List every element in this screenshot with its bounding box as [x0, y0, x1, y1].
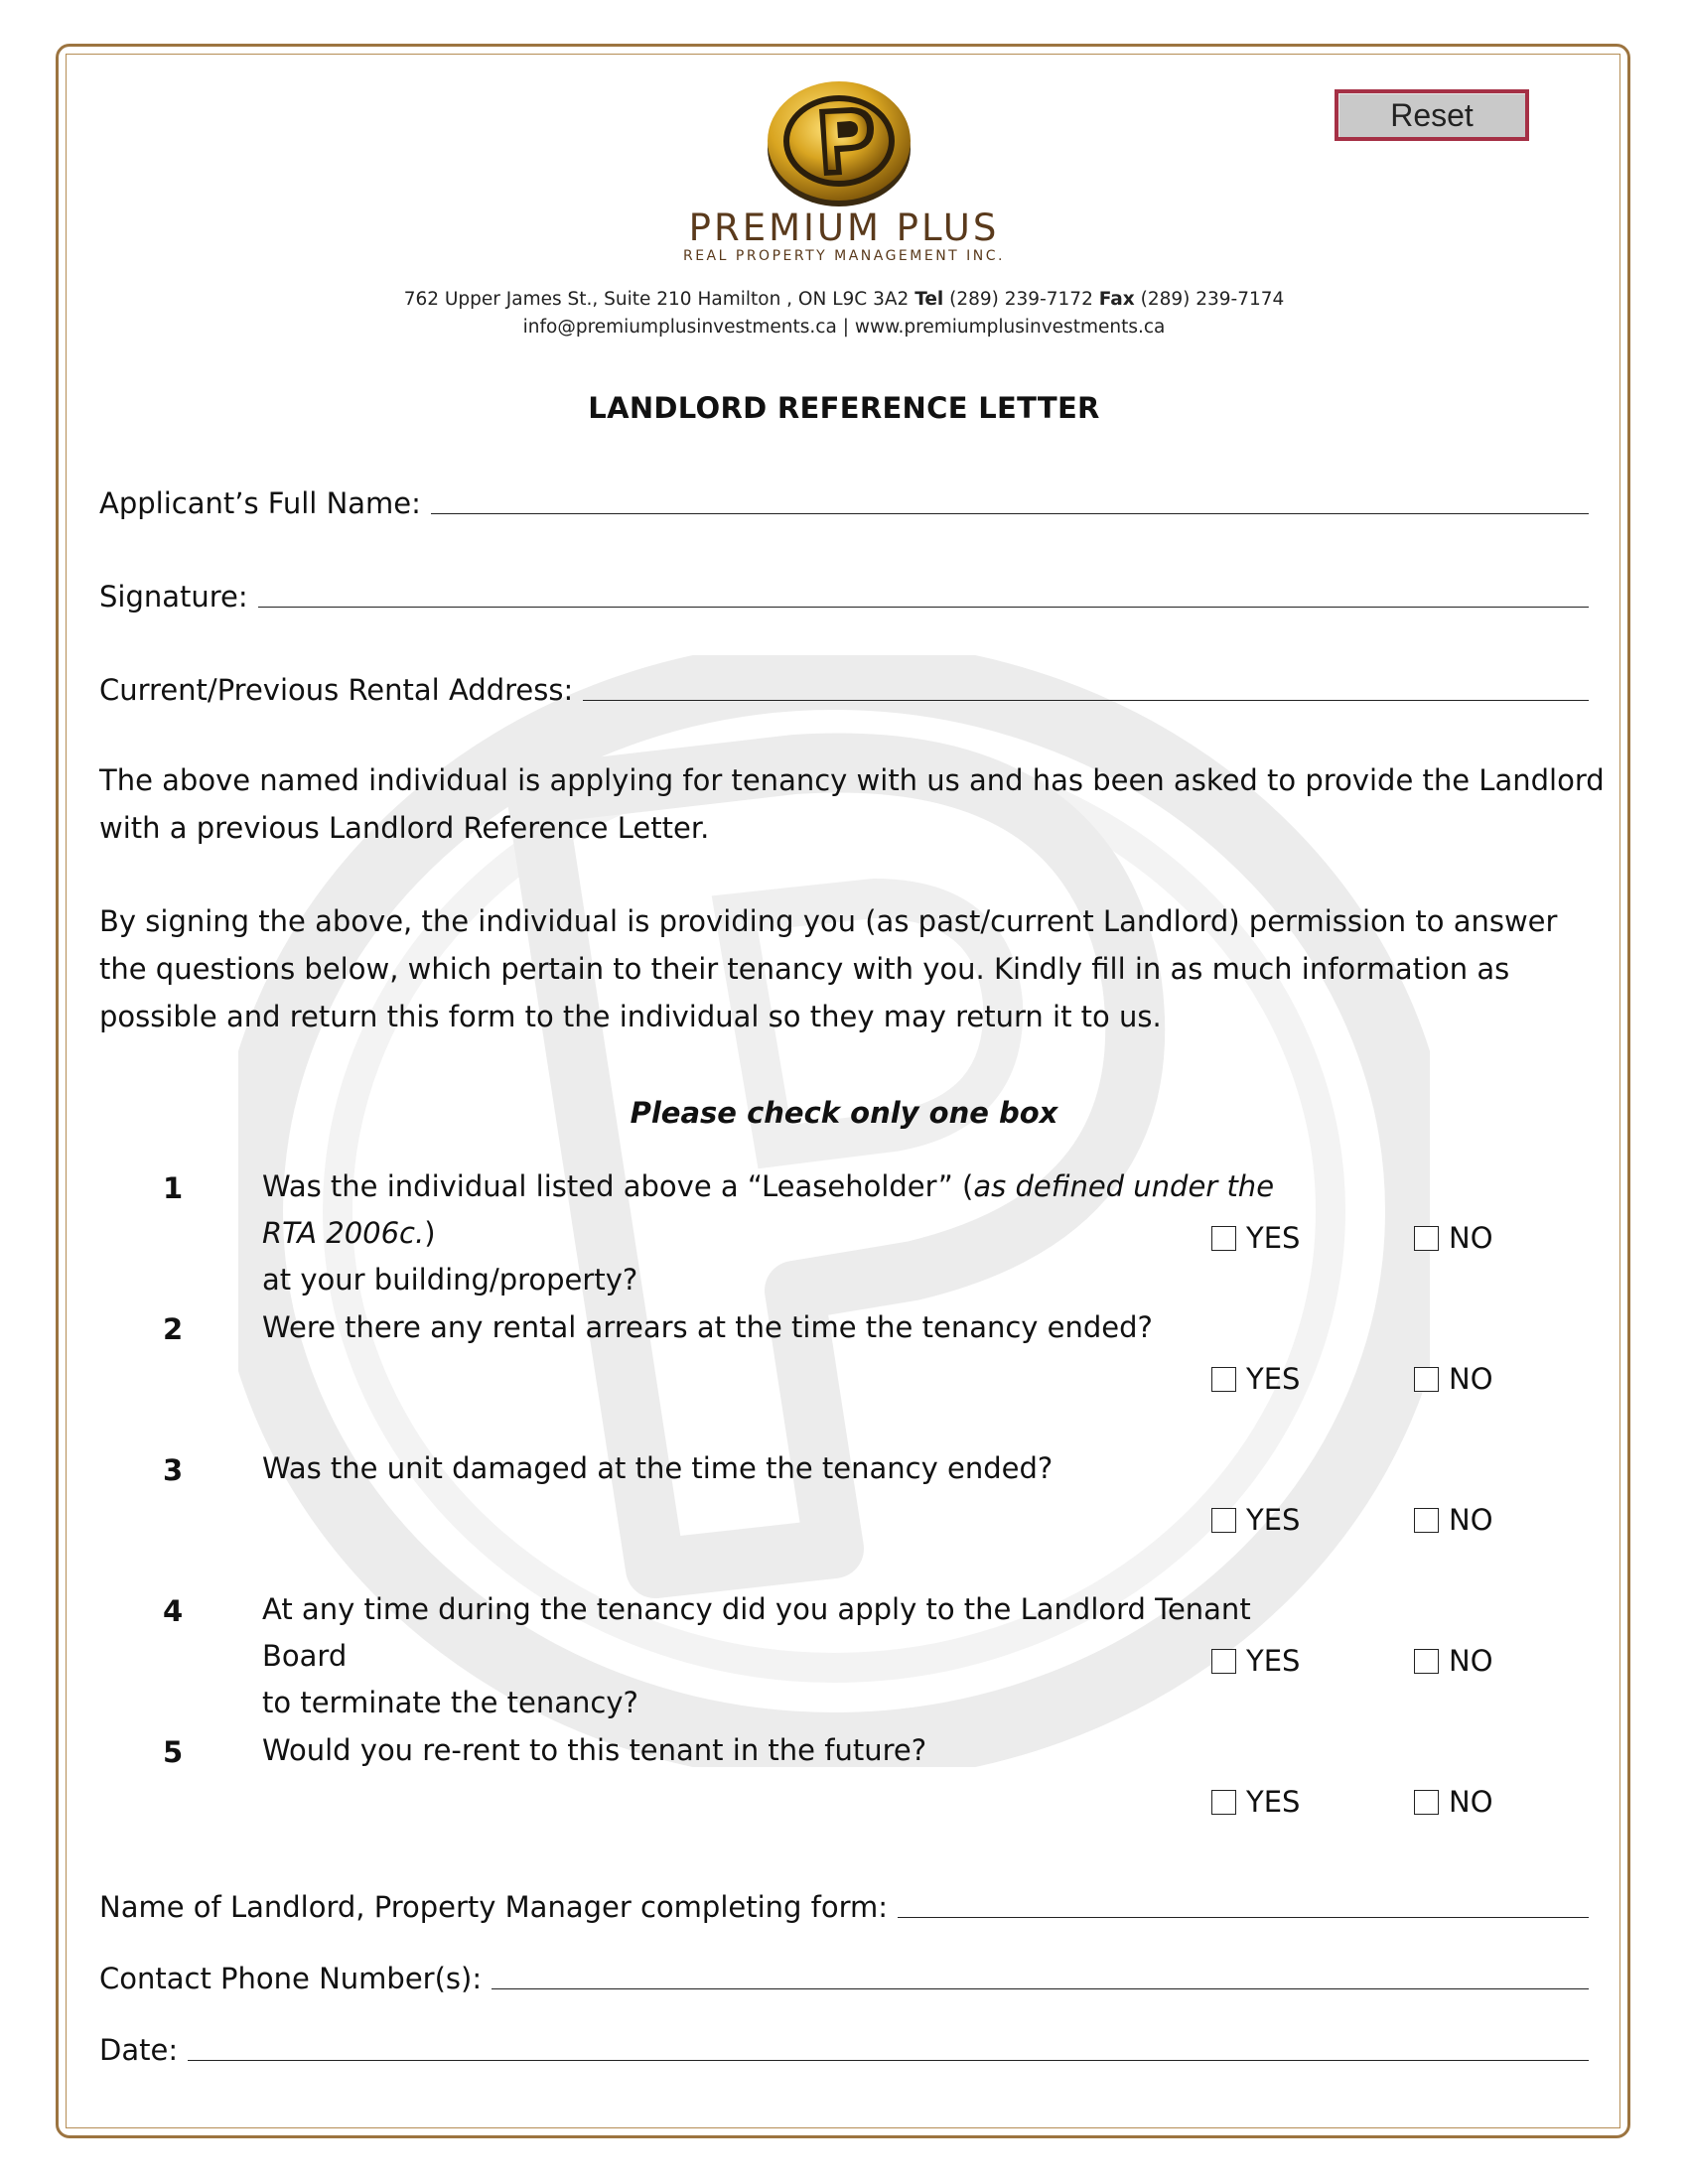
question-3-text: Was the unit damaged at the time the tenancy ended? [262, 1451, 1054, 1485]
question-4-no-checkbox[interactable] [1414, 1649, 1439, 1674]
question-4-yes-label: YES [1246, 1644, 1301, 1678]
brand-name: PREMIUM PLUS [688, 206, 1000, 249]
question-5-yes[interactable] [1211, 1785, 1300, 1819]
question-1-no-label: NO [1449, 1221, 1493, 1255]
question-1-text-b: ) [424, 1216, 436, 1250]
question-2-no-checkbox[interactable] [1414, 1367, 1439, 1392]
signature-label: Signature: [99, 580, 248, 614]
contact-line-1 [199, 286, 1489, 314]
question-1-yes-label: YES [1246, 1221, 1301, 1255]
question-1-yes[interactable] [1211, 1221, 1300, 1255]
question-1-text [262, 1163, 1305, 1303]
contact-separator: | [842, 317, 849, 338]
question-5-no-label: NO [1449, 1785, 1493, 1819]
question-2-number: 2 [163, 1312, 184, 1346]
question-2-text: Were there any rental arrears at the time the tenancy ended? [262, 1310, 1153, 1344]
question-2-yes-label: YES [1246, 1362, 1301, 1396]
question-2-no-label: NO [1449, 1362, 1493, 1396]
signature-field[interactable] [258, 579, 1589, 608]
intro-paragraph: The above named individual is applying for tenancy with us and has been asked to provide the Landlord with a previous Landlord Reference Letter. [99, 763, 1605, 845]
question-1-number: 1 [163, 1171, 184, 1205]
brand-subtitle: REAL PROPERTY MANAGEMENT INC. [682, 248, 1006, 264]
question-3-number: 3 [163, 1453, 184, 1487]
applicant-name-field[interactable] [431, 485, 1589, 514]
question-1-text-em: as defined under the RTA 2006c. [262, 1169, 1275, 1250]
question-2-no[interactable] [1414, 1362, 1493, 1396]
rental-address-row [99, 667, 1589, 707]
phone-row [99, 1956, 1589, 1995]
fax-label: Fax [1098, 289, 1135, 310]
tel-number: (289) 239-7172 [949, 289, 1093, 310]
question-5-number: 5 [163, 1735, 184, 1769]
question-4-text-line2: to terminate the tenancy? [262, 1686, 638, 1719]
applicant-name-row [99, 480, 1589, 520]
phone-field[interactable] [492, 1961, 1589, 1989]
question-4-yes[interactable] [1211, 1644, 1300, 1678]
question-3-yes-checkbox[interactable] [1211, 1508, 1236, 1533]
question-5-yes-checkbox[interactable] [1211, 1790, 1236, 1815]
landlord-name-row [99, 1884, 1589, 1924]
question-3-no[interactable] [1414, 1503, 1493, 1537]
question-1-text-a: Was the individual listed above a “Leaseholder” ( [262, 1169, 974, 1203]
question-1-yes-checkbox[interactable] [1211, 1226, 1236, 1251]
tel-label: Tel [914, 289, 944, 310]
question-2-yes-checkbox[interactable] [1211, 1367, 1236, 1392]
premium-plus-logo-icon [765, 71, 914, 210]
rental-address-label: Current/Previous Rental Address: [99, 673, 574, 707]
reset-button[interactable]: Reset [1335, 89, 1529, 141]
date-row [99, 2027, 1589, 2067]
question-1-text-line2: at your building/property? [262, 1263, 638, 1297]
rental-address-field[interactable] [583, 672, 1589, 701]
email: info@premiumplusinvestments.ca [522, 317, 837, 338]
question-4-no[interactable] [1414, 1644, 1493, 1678]
check-instruction: Please check only one box [630, 1096, 1058, 1130]
brand-block [596, 208, 1092, 264]
question-4-no-label: NO [1449, 1644, 1493, 1678]
question-3-yes[interactable] [1211, 1503, 1300, 1537]
question-1-no-checkbox[interactable] [1414, 1226, 1439, 1251]
contact-info [199, 286, 1489, 341]
website: www.premiumplusinvestments.ca [854, 317, 1166, 338]
address: 762 Upper James St., Suite 210 Hamilton , ON L9C 3A2 [403, 289, 910, 310]
landlord-name-label: Name of Landlord, Property Manager completing form: [99, 1890, 889, 1924]
date-field[interactable] [188, 2032, 1589, 2061]
contact-line-2 [199, 314, 1489, 341]
page-title: LANDLORD REFERENCE LETTER [588, 391, 1100, 425]
question-5-text: Would you re-rent to this tenant in the future? [262, 1733, 927, 1767]
fax-number: (289) 239-7174 [1140, 289, 1285, 310]
question-4-text [262, 1586, 1305, 1726]
date-label: Date: [99, 2033, 179, 2067]
question-4-text-line1: At any time during the tenancy did you apply to the Landlord Tenant Board [262, 1592, 1251, 1673]
question-4-number: 4 [163, 1594, 184, 1628]
signature-row [99, 574, 1589, 614]
question-2-yes[interactable] [1211, 1362, 1300, 1396]
phone-label: Contact Phone Number(s): [99, 1962, 483, 1995]
question-5-yes-label: YES [1246, 1785, 1301, 1819]
question-1-no[interactable] [1414, 1221, 1493, 1255]
question-5-no[interactable] [1414, 1785, 1493, 1819]
question-3-yes-label: YES [1246, 1503, 1301, 1537]
question-3-no-label: NO [1449, 1503, 1493, 1537]
landlord-name-field[interactable] [898, 1889, 1589, 1918]
question-5-no-checkbox[interactable] [1414, 1790, 1439, 1815]
consent-paragraph: By signing the above, the individual is providing you (as past/current Landlord) permission to answer the questions below, which pertain to their tenancy with you. Kindly fill in as much information as possible and return this form to the individual so they may return it to us. [99, 904, 1558, 1033]
question-4-yes-checkbox[interactable] [1211, 1649, 1236, 1674]
question-3-no-checkbox[interactable] [1414, 1508, 1439, 1533]
applicant-name-label: Applicant’s Full Name: [99, 486, 421, 520]
